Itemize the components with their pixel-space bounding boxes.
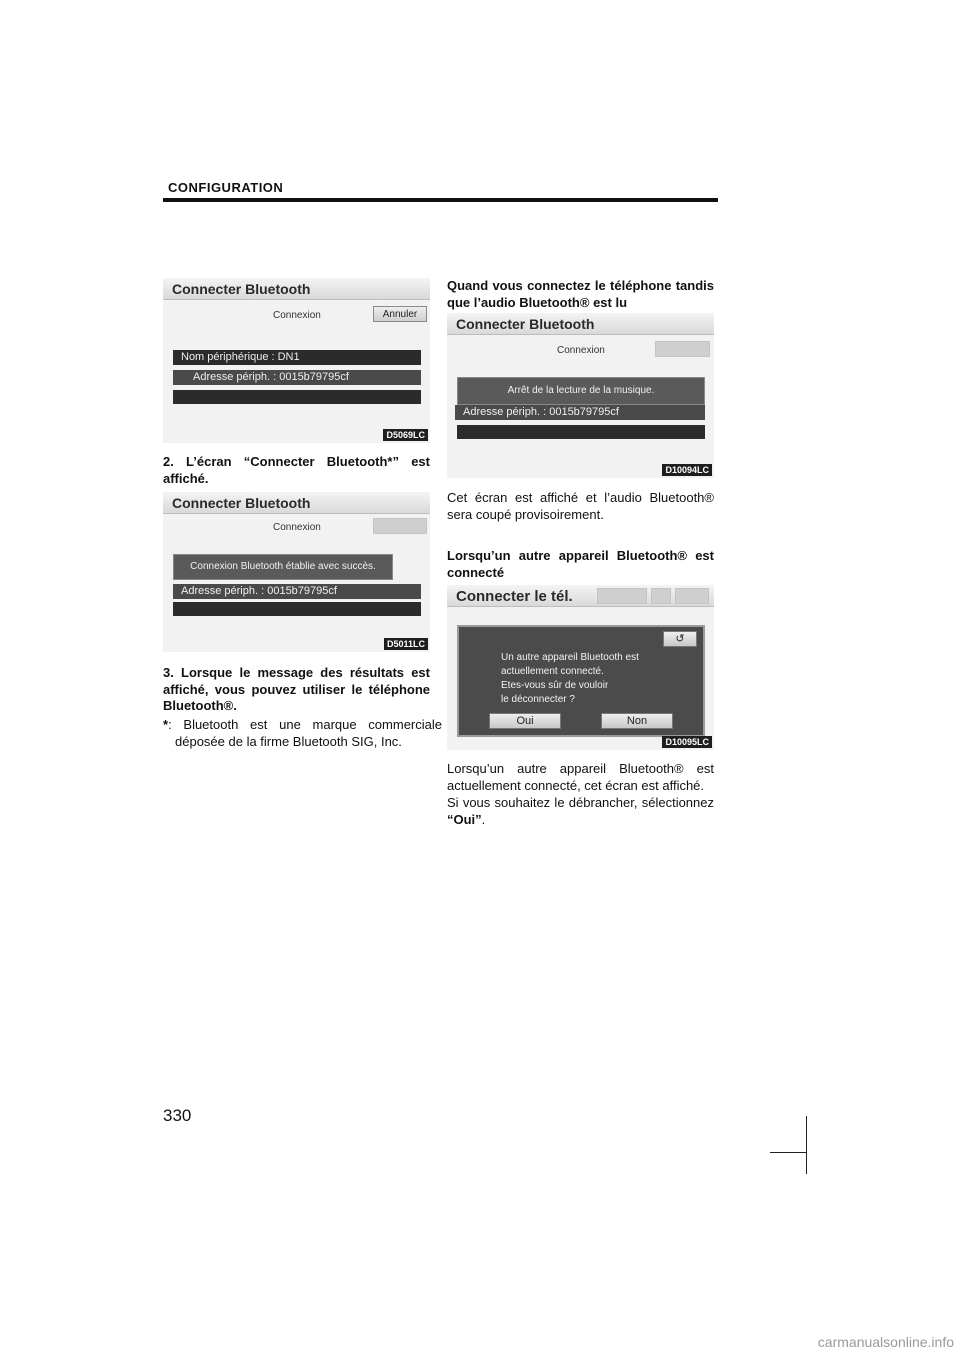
screen-title: Connecter Bluetooth bbox=[447, 313, 714, 335]
paragraph-disconnect-text: Si vous souhaitez le débrancher, sélectionnez bbox=[447, 795, 714, 810]
paragraph-other-device: Lorsqu’un autre appareil Bluetooth® est actuellement connecté, cet écran est affiché. bbox=[447, 761, 714, 793]
screen-title: Connecter le tél. bbox=[447, 585, 714, 607]
cancel-button[interactable]: Annuler bbox=[373, 306, 427, 322]
info-button-disabled bbox=[651, 588, 671, 604]
footnote-mark: * bbox=[163, 717, 169, 732]
empty-row bbox=[173, 390, 421, 404]
dialog-line-1: Un autre appareil Bluetooth est bbox=[501, 652, 639, 663]
screenshot-connect-bluetooth-2 bbox=[163, 492, 430, 652]
heading-other-device: Lorsqu’un autre appareil Bluetooth® est connecté bbox=[447, 548, 714, 580]
image-code: D5011LC bbox=[384, 638, 428, 650]
page-number: 330 bbox=[163, 1106, 192, 1125]
crop-mark-horizontal bbox=[770, 1152, 806, 1153]
crop-mark-vertical bbox=[806, 1116, 807, 1174]
oui-emphasis: “Oui” bbox=[447, 811, 482, 827]
heading-audio-playing: Quand vous connectez le téléphone tandis que l’audio Bluetooth® est lu bbox=[447, 278, 714, 310]
screen-title: Connecter Bluetooth bbox=[163, 492, 430, 514]
dialog-line-3: Etes-vous sûr de vouloir bbox=[501, 680, 609, 691]
cancel-button-disabled bbox=[655, 341, 710, 357]
footnote bbox=[163, 717, 442, 750]
image-code: D5069LC bbox=[383, 429, 428, 441]
dialog-line-2: actuellement connecté. bbox=[501, 666, 604, 677]
device-name-row: Nom périphérique : DN1 bbox=[173, 350, 421, 365]
toolbar-button-disabled bbox=[597, 588, 647, 604]
screenshot-connect-phone bbox=[447, 585, 714, 750]
step-3: 3. Lorsque le message des résultats est affiché, vous pouvez utiliser le téléphone Bluetooth®. bbox=[163, 665, 430, 713]
screen-title: Connecter Bluetooth bbox=[163, 278, 430, 300]
dialog-message bbox=[501, 651, 639, 707]
header-rule bbox=[163, 198, 718, 202]
section-header: CONFIGURATION bbox=[168, 180, 284, 195]
image-code: D10095LC bbox=[662, 736, 712, 748]
screenshot-connect-bluetooth-1 bbox=[163, 278, 430, 443]
disconnect-dialog bbox=[457, 625, 705, 737]
cancel-button-disabled bbox=[373, 518, 427, 534]
dialog-line-4: le déconnecter ? bbox=[501, 694, 575, 705]
success-message: Connexion Bluetooth établie avec succès. bbox=[173, 554, 393, 580]
watermark: carmanualsonline.info bbox=[817, 1334, 954, 1350]
back-button-disabled bbox=[675, 588, 709, 604]
footnote-text: : Bluetooth est une marque commerciale déposée de la firme Bluetooth SIG, Inc. bbox=[168, 717, 442, 749]
paragraph-audio-cut: Cet écran est affiché et l’audio Bluetooth® sera coupé provisoirement. bbox=[447, 490, 714, 522]
paragraph-disconnect-end: . bbox=[481, 811, 486, 827]
device-address-row: Adresse périph. : 0015b79795cf bbox=[173, 370, 421, 385]
device-address-row: Adresse périph. : 0015b79795cf bbox=[173, 584, 421, 599]
paragraph-disconnect bbox=[447, 795, 714, 828]
status-text: Connexion bbox=[273, 310, 321, 321]
status-text: Connexion bbox=[273, 522, 321, 533]
empty-row bbox=[173, 602, 421, 616]
device-address-row: Adresse périph. : 0015b79795cf bbox=[455, 405, 705, 420]
screenshot-connect-bluetooth-3 bbox=[447, 313, 714, 478]
stop-music-message: Arrêt de la lecture de la musique. bbox=[457, 377, 705, 405]
status-text: Connexion bbox=[557, 345, 605, 356]
yes-button[interactable]: Oui bbox=[489, 713, 561, 729]
image-code: D10094LC bbox=[662, 464, 712, 476]
step-2: 2. L’écran “Connecter Bluetooth*” est affiché. bbox=[163, 454, 430, 486]
empty-row bbox=[457, 425, 705, 439]
no-button[interactable]: Non bbox=[601, 713, 673, 729]
back-icon[interactable]: ↺ bbox=[663, 631, 697, 647]
